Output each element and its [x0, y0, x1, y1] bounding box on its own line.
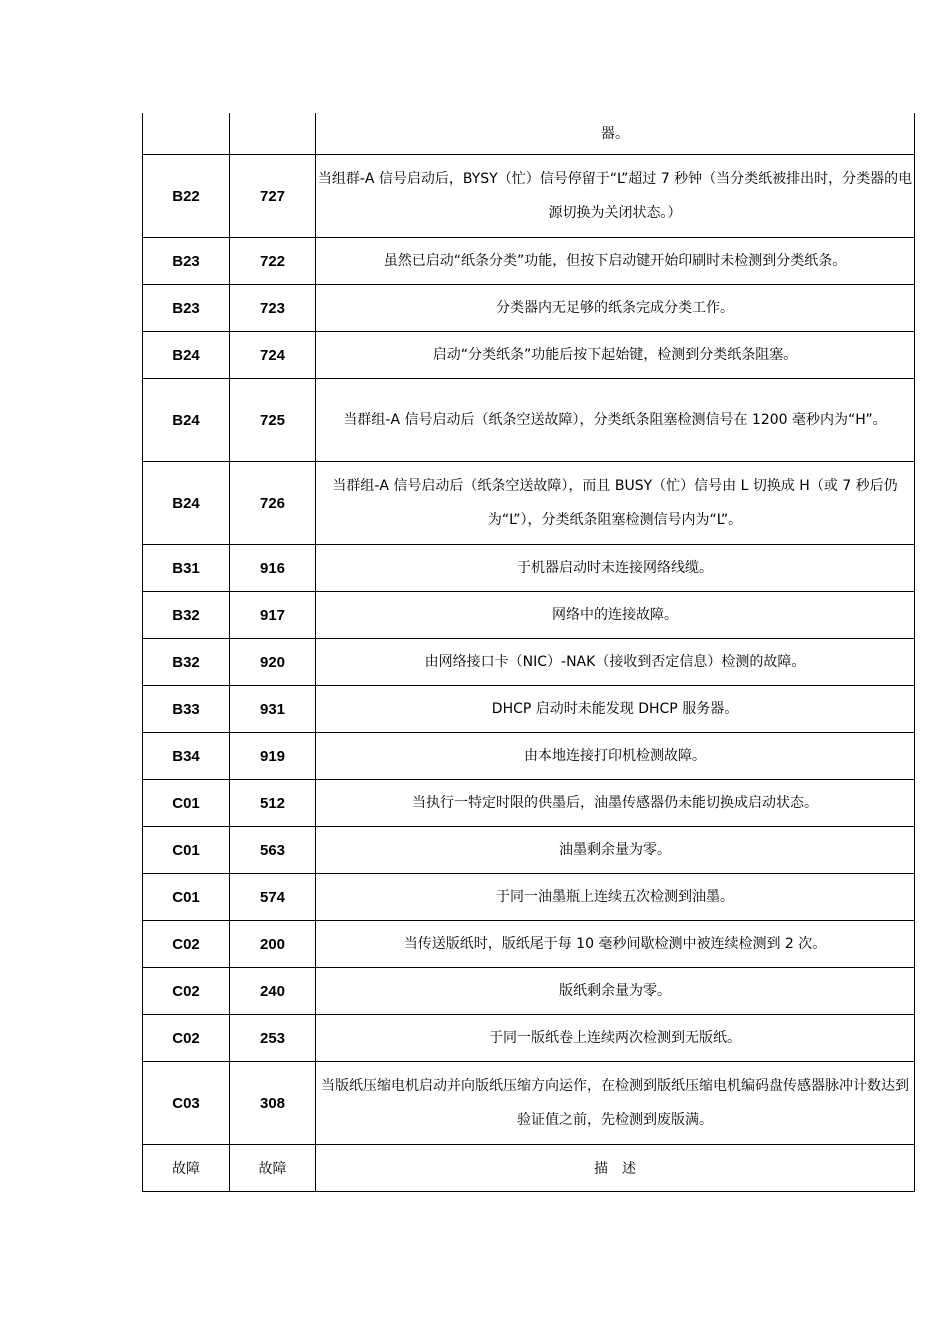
table-row: [143, 332, 915, 379]
fault-code: B22: [143, 155, 230, 238]
fault-number: 727: [230, 155, 316, 238]
table-row: [143, 686, 915, 733]
table-row: [143, 545, 915, 592]
fault-description: 版纸剩余量为零。: [316, 968, 915, 1015]
fault-description: DHCP 启动时未能发现 DHCP 服务器。: [316, 686, 915, 733]
fault-code: B24: [143, 332, 230, 379]
table-row: [143, 238, 915, 285]
fault-number: 917: [230, 592, 316, 639]
header-fault-code: 故障: [143, 1145, 230, 1192]
fault-description: 当执行一特定时限的供墨后，油墨传感器仍未能切换成启动状态。: [316, 780, 915, 827]
fault-description: 当群组-A 信号启动后（纸条空送故障），分类纸条阻塞检测信号在 1200 毫秒内为“H”。: [316, 379, 915, 462]
fault-code: B34: [143, 733, 230, 780]
fault-code: B24: [143, 462, 230, 545]
fault-description: 当版纸压缩电机启动并向版纸压缩方向运作，在检测到版纸压缩电机编码盘传感器脉冲计数达到验证值之前，先检测到废版满。: [316, 1062, 915, 1145]
fault-number: 512: [230, 780, 316, 827]
fault-description: 于机器启动时未连接网络线缆。: [316, 545, 915, 592]
fault-number: 200: [230, 921, 316, 968]
fault-number: 253: [230, 1015, 316, 1062]
fault-description: 当传送版纸时，版纸尾于每 10 毫秒间歇检测中被连续检测到 2 次。: [316, 921, 915, 968]
table-row: [143, 285, 915, 332]
table-row: [143, 462, 915, 545]
fault-code: C01: [143, 780, 230, 827]
fault-code: B31: [143, 545, 230, 592]
table-row: [143, 379, 915, 462]
table-row: [143, 592, 915, 639]
fault-code: C02: [143, 968, 230, 1015]
table-row: [143, 155, 915, 238]
fault-number: 574: [230, 874, 316, 921]
table-row: [143, 780, 915, 827]
fault-description: 于同一油墨瓶上连续五次检测到油墨。: [316, 874, 915, 921]
table-row: [143, 1015, 915, 1062]
table-row: [143, 874, 915, 921]
fault-description: 由网络接口卡（NIC）-NAK（接收到否定信息）检测的故障。: [316, 639, 915, 686]
header-description: 描 述: [316, 1145, 915, 1192]
fault-code: B33: [143, 686, 230, 733]
fault-description: 由本地连接打印机检测故障。: [316, 733, 915, 780]
fault-number: 723: [230, 285, 316, 332]
table-row: [143, 968, 915, 1015]
fault-code: B32: [143, 592, 230, 639]
table-row: [143, 733, 915, 780]
table-row: [143, 1062, 915, 1145]
fault-number: 725: [230, 379, 316, 462]
table-row: [143, 639, 915, 686]
fault-description: 油墨剩余量为零。: [316, 827, 915, 874]
header-fault-number: 故障: [230, 1145, 316, 1192]
fault-number: 919: [230, 733, 316, 780]
table-row: [143, 827, 915, 874]
fault-code: C01: [143, 827, 230, 874]
fault-description: 网络中的连接故障。: [316, 592, 915, 639]
fault-number: 920: [230, 639, 316, 686]
fault-number: 724: [230, 332, 316, 379]
table-row: [143, 921, 915, 968]
fault-number: 726: [230, 462, 316, 545]
fault-number: 308: [230, 1062, 316, 1145]
fault-code: B23: [143, 238, 230, 285]
continuation-num-cell: [230, 113, 316, 155]
fault-code: C03: [143, 1062, 230, 1145]
fault-code: C02: [143, 921, 230, 968]
continuation-code-cell: [143, 113, 230, 155]
fault-code-table: [142, 113, 915, 1192]
fault-description: 当群组-A 信号启动后（纸条空送故障），而且 BUSY（忙）信号由 L 切换成 H（或 7 秒后仍为“L”），分类纸条阻塞检测信号内为“L”。: [316, 462, 915, 545]
fault-description: 分类器内无足够的纸条完成分类工作。: [316, 285, 915, 332]
fault-code: B24: [143, 379, 230, 462]
fault-code: B32: [143, 639, 230, 686]
fault-description: 启动“分类纸条”功能后按下起始键，检测到分类纸条阻塞。: [316, 332, 915, 379]
fault-code: C02: [143, 1015, 230, 1062]
fault-number: 240: [230, 968, 316, 1015]
fault-description: 虽然已启动“纸条分类”功能，但按下启动键开始印刷时未检测到分类纸条。: [316, 238, 915, 285]
continuation-desc: 器。: [316, 113, 915, 155]
header-row: [143, 1145, 915, 1192]
fault-number: 563: [230, 827, 316, 874]
fault-description: 当组群-A 信号启动后，BYSY（忙）信号停留于“L”超过 7 秒钟（当分类纸被排出时，分类器的电源切换为关闭状态。）: [316, 155, 915, 238]
fault-number: 722: [230, 238, 316, 285]
fault-number: 931: [230, 686, 316, 733]
fault-code: C01: [143, 874, 230, 921]
fault-number: 916: [230, 545, 316, 592]
fault-description: 于同一版纸卷上连续两次检测到无版纸。: [316, 1015, 915, 1062]
fault-code: B23: [143, 285, 230, 332]
continuation-row: [143, 113, 915, 155]
